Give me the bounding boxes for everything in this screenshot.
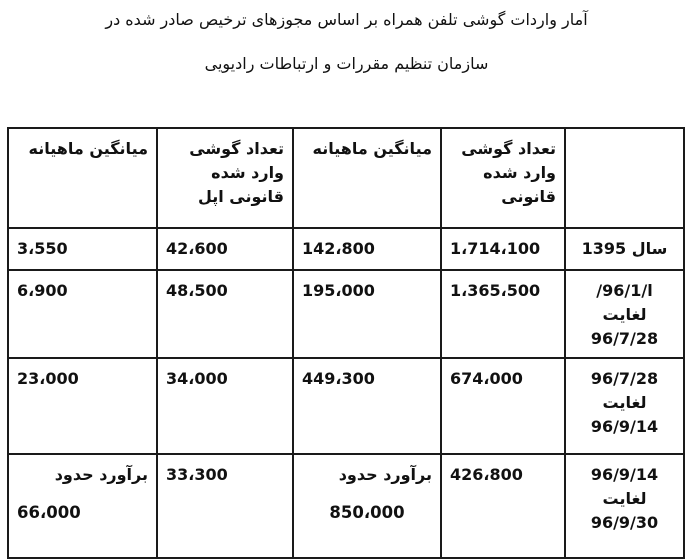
period-line: 96/9/14 — [590, 465, 659, 484]
header-row — [8, 128, 684, 228]
period-line: 96/7/28 — [590, 329, 659, 348]
header-monthly-avg-apple: میانگین ماهیانه — [8, 128, 157, 228]
period-line: 96/7/28 — [590, 369, 659, 388]
period-line: سال 1395 — [581, 239, 668, 258]
cell-monthly-avg-apple: 3،550 — [8, 228, 157, 270]
period-line: لغایت — [602, 489, 647, 508]
cell-monthly-avg: 195،000 — [293, 270, 441, 358]
table-row — [8, 270, 684, 358]
cell-monthly-avg: 142،800 — [293, 228, 441, 270]
estimate-value: 66،000 — [17, 503, 81, 522]
table-row — [8, 358, 684, 454]
cell-count-apple: 34،000 — [157, 358, 293, 454]
cell-period — [565, 228, 684, 270]
header-count-legal: تعداد گوشی وارد شده قانونی — [441, 128, 565, 228]
document-title: آمار واردات گوشی تلفن همراه بر اساس مجوزهای ترخیص صادر شده در — [105, 10, 588, 29]
cell-monthly-avg-apple: 6،900 — [8, 270, 157, 358]
cell-period — [565, 358, 684, 454]
header-period — [565, 128, 684, 228]
cell-count-legal: 426،800 — [441, 454, 565, 558]
document-subtitle: سازمان تنظیم مقررات و ارتباطات رادیویی — [204, 54, 489, 73]
cell-count-apple: 48،500 — [157, 270, 293, 358]
cell-count-apple: 33،300 — [157, 454, 293, 558]
table-row — [8, 228, 684, 270]
cell-monthly-avg-apple: 23،000 — [8, 358, 157, 454]
import-stats-table — [7, 127, 685, 559]
header-count-apple: تعداد گوشی وارد شده قانونی اپل — [157, 128, 293, 228]
header-monthly-avg: میانگین ماهیانه — [293, 128, 441, 228]
cell-monthly-avg — [293, 454, 441, 558]
estimate-value: 850،000 — [329, 503, 405, 522]
cell-monthly-avg: 449،300 — [293, 358, 441, 454]
cell-monthly-avg-apple — [8, 454, 157, 558]
period-line: لغایت — [602, 393, 647, 412]
estimate-label: برآورد حدود — [338, 465, 432, 484]
period-line: ا/96/1/ لغایت — [596, 281, 653, 324]
period-line: 96/9/14 — [590, 417, 659, 436]
cell-period — [565, 454, 684, 558]
estimate-label: برآورد حدود — [54, 465, 148, 484]
table-row — [8, 454, 684, 558]
period-line: 96/9/30 — [590, 513, 659, 532]
cell-count-legal: 1،714،100 — [441, 228, 565, 270]
cell-period — [565, 270, 684, 358]
cell-count-legal: 674،000 — [441, 358, 565, 454]
cell-count-legal: 1،365،500 — [441, 270, 565, 358]
cell-count-apple: 42،600 — [157, 228, 293, 270]
